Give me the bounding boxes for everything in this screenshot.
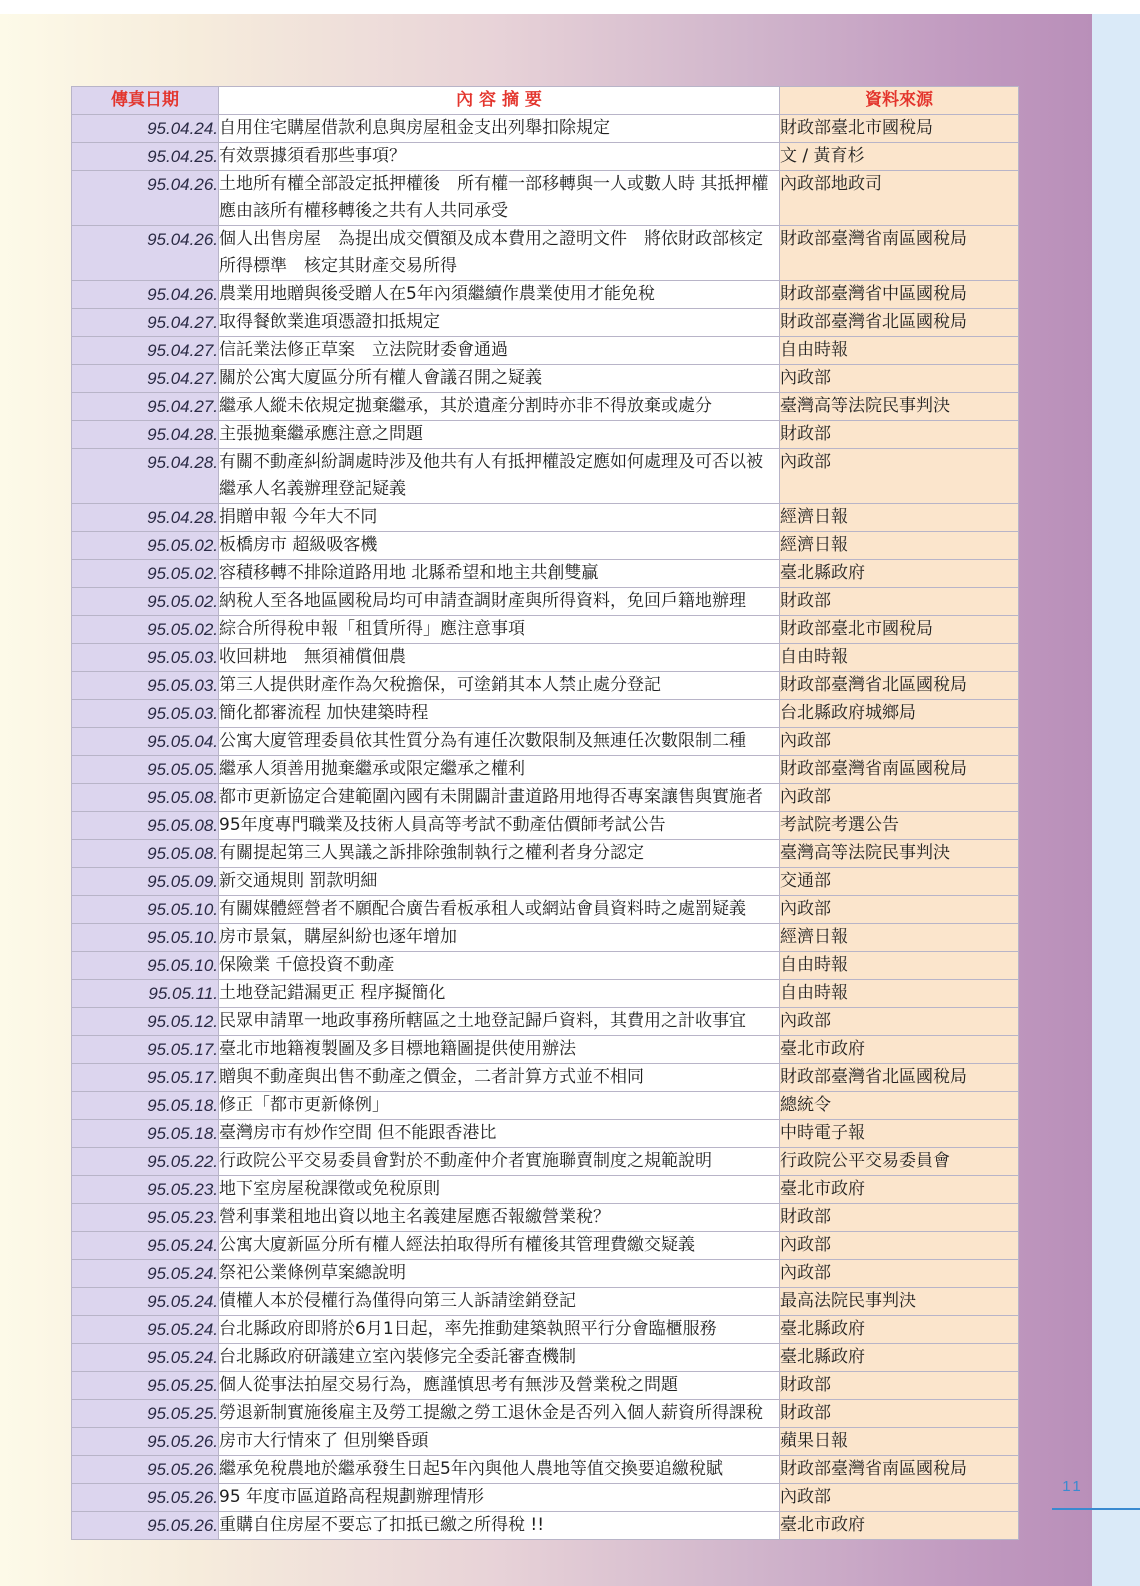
row-summary: 土地登記錯漏更正 程序擬簡化 — [219, 980, 780, 1008]
row-source: 考試院考選公告 — [780, 812, 1019, 840]
row-summary: 都市更新協定合建範圍內國有未開闢計畫道路用地得否專案讓售與實施者 — [219, 784, 780, 812]
row-date: 95.05.24. — [72, 1344, 219, 1372]
row-summary: 簡化都審流程 加快建築時程 — [219, 700, 780, 728]
table-row — [72, 812, 1019, 840]
row-summary: 自用住宅購屋借款利息與房屋租金支出列舉扣除規定 — [219, 115, 780, 143]
row-summary: 有關提起第三人異議之訴排除強制執行之權利者身分認定 — [219, 840, 780, 868]
table-row — [72, 1260, 1019, 1288]
row-summary: 公寓大廈新區分所有權人經法拍取得所有權後其管理費繳交疑義 — [219, 1232, 780, 1260]
row-summary: 保險業 千億投資不動產 — [219, 952, 780, 980]
row-source: 財政部臺北市國稅局 — [780, 115, 1019, 143]
row-date: 95.04.26. — [72, 171, 219, 226]
table-row — [72, 784, 1019, 812]
row-summary: 地下室房屋稅課徵或免稅原則 — [219, 1176, 780, 1204]
row-source: 內政部 — [780, 896, 1019, 924]
table-row — [72, 449, 1019, 504]
row-source: 內政部 — [780, 1260, 1019, 1288]
row-source: 經濟日報 — [780, 532, 1019, 560]
header-date: 傳真日期 — [72, 87, 219, 115]
table-row — [72, 1316, 1019, 1344]
row-date: 95.05.03. — [72, 672, 219, 700]
row-summary: 板橋房市 超級吸客機 — [219, 532, 780, 560]
row-source: 內政部 — [780, 1008, 1019, 1036]
page-number: 11 — [1062, 1478, 1084, 1495]
row-date: 95.05.25. — [72, 1372, 219, 1400]
row-date: 95.05.26. — [72, 1512, 219, 1540]
row-summary: 綜合所得稅申報「租賃所得」應注意事項 — [219, 616, 780, 644]
row-summary: 台北縣政府研議建立室內裝修完全委託審查機制 — [219, 1344, 780, 1372]
table-row — [72, 1344, 1019, 1372]
row-date: 95.05.26. — [72, 1456, 219, 1484]
row-date: 95.05.24. — [72, 1288, 219, 1316]
row-source: 財政部臺灣省中區國稅局 — [780, 281, 1019, 309]
row-source: 最高法院民事判決 — [780, 1288, 1019, 1316]
row-date: 95.05.18. — [72, 1120, 219, 1148]
table-row — [72, 700, 1019, 728]
row-source: 經濟日報 — [780, 504, 1019, 532]
row-summary: 債權人本於侵權行為僅得向第三人訴請塗銷登記 — [219, 1288, 780, 1316]
row-date: 95.05.26. — [72, 1484, 219, 1512]
row-date: 95.05.02. — [72, 588, 219, 616]
table-row — [72, 1484, 1019, 1512]
table-row — [72, 616, 1019, 644]
row-summary: 有效票據須看那些事項？ — [219, 143, 780, 171]
row-date: 95.05.24. — [72, 1232, 219, 1260]
table-row — [72, 393, 1019, 421]
row-summary: 容積移轉不排除道路用地 北縣希望和地主共創雙贏 — [219, 560, 780, 588]
table-row — [72, 1512, 1019, 1540]
row-summary: 房市景氣，購屋糾紛也逐年增加 — [219, 924, 780, 952]
table-row — [72, 756, 1019, 784]
table-row — [72, 980, 1019, 1008]
page-margin-strip — [1092, 14, 1140, 1586]
news-summary-table — [71, 86, 1019, 1540]
row-date: 95.04.27. — [72, 337, 219, 365]
table-row — [72, 365, 1019, 393]
row-date: 95.05.09. — [72, 868, 219, 896]
row-source: 臺北市政府 — [780, 1036, 1019, 1064]
row-summary: 95年度專門職業及技術人員高等考試不動產估價師考試公告 — [219, 812, 780, 840]
table-row — [72, 143, 1019, 171]
row-source: 財政部臺灣省南區國稅局 — [780, 226, 1019, 281]
table-row — [72, 1232, 1019, 1260]
row-date: 95.04.28. — [72, 449, 219, 504]
row-summary: 營利事業租地出資以地主名義建屋應否報繳營業稅？ — [219, 1204, 780, 1232]
row-summary: 重購自住房屋不要忘了扣抵已繳之所得稅 !! — [219, 1512, 780, 1540]
table-row — [72, 560, 1019, 588]
table-row — [72, 309, 1019, 337]
row-source: 財政部 — [780, 1204, 1019, 1232]
row-summary: 收回耕地 無須補償佃農 — [219, 644, 780, 672]
row-summary: 祭祀公業條例草案總說明 — [219, 1260, 780, 1288]
table-body — [72, 115, 1019, 1540]
row-source: 臺北縣政府 — [780, 1316, 1019, 1344]
row-summary: 行政院公平交易委員會對於不動產仲介者實施聯賣制度之規範說明 — [219, 1148, 780, 1176]
row-source: 財政部臺北市國稅局 — [780, 616, 1019, 644]
row-date: 95.04.27. — [72, 365, 219, 393]
table-row — [72, 1148, 1019, 1176]
row-source: 行政院公平交易委員會 — [780, 1148, 1019, 1176]
table-header-row — [72, 87, 1019, 115]
row-source: 總統令 — [780, 1092, 1019, 1120]
table-row — [72, 1428, 1019, 1456]
row-source: 內政部地政司 — [780, 171, 1019, 226]
row-date: 95.05.12. — [72, 1008, 219, 1036]
table-row — [72, 924, 1019, 952]
table-row — [72, 1036, 1019, 1064]
row-summary: 繼承免稅農地於繼承發生日起5年內與他人農地等值交換要追繳稅賦 — [219, 1456, 780, 1484]
row-source: 自由時報 — [780, 644, 1019, 672]
row-summary: 房市大行情來了 但別樂昏頭 — [219, 1428, 780, 1456]
row-date: 95.05.22. — [72, 1148, 219, 1176]
header-source: 資料來源 — [780, 87, 1019, 115]
row-date: 95.04.27. — [72, 393, 219, 421]
row-date: 95.05.10. — [72, 896, 219, 924]
table-row — [72, 226, 1019, 281]
table-row — [72, 1288, 1019, 1316]
row-source: 自由時報 — [780, 337, 1019, 365]
table-row — [72, 115, 1019, 143]
row-date: 95.04.24. — [72, 115, 219, 143]
row-summary: 公寓大廈管理委員依其性質分為有連任次數限制及無連任次數限制二種 — [219, 728, 780, 756]
row-summary: 台北縣政府即將於6月1日起，率先推動建築執照平行分會臨櫃服務 — [219, 1316, 780, 1344]
row-date: 95.05.03. — [72, 644, 219, 672]
row-date: 95.05.24. — [72, 1316, 219, 1344]
row-summary: 勞退新制實施後雇主及勞工提繳之勞工退休金是否列入個人薪資所得課稅 — [219, 1400, 780, 1428]
row-date: 95.04.26. — [72, 226, 219, 281]
row-source: 蘋果日報 — [780, 1428, 1019, 1456]
row-source: 台北縣政府城鄉局 — [780, 700, 1019, 728]
row-date: 95.05.04. — [72, 728, 219, 756]
row-summary: 修正「都市更新條例」 — [219, 1092, 780, 1120]
row-summary: 新交通規則 罰款明細 — [219, 868, 780, 896]
row-summary: 有關不動產糾紛調處時涉及他共有人有抵押權設定應如何處理及可否以被繼承人名義辦理登記疑義 — [219, 449, 780, 504]
row-source: 臺北市政府 — [780, 1176, 1019, 1204]
row-source: 自由時報 — [780, 952, 1019, 980]
row-summary: 第三人提供財產作為欠稅擔保，可塗銷其本人禁止處分登記 — [219, 672, 780, 700]
row-date: 95.04.25. — [72, 143, 219, 171]
table-row — [72, 672, 1019, 700]
table-row — [72, 281, 1019, 309]
row-date: 95.05.08. — [72, 840, 219, 868]
row-date: 95.05.17. — [72, 1064, 219, 1092]
row-source: 經濟日報 — [780, 924, 1019, 952]
row-source: 交通部 — [780, 868, 1019, 896]
row-source: 臺灣高等法院民事判決 — [780, 840, 1019, 868]
row-date: 95.05.25. — [72, 1400, 219, 1428]
row-date: 95.05.05. — [72, 756, 219, 784]
table-row — [72, 1176, 1019, 1204]
row-summary: 民眾申請單一地政事務所轄區之土地登記歸戶資料，其費用之計收事宜 — [219, 1008, 780, 1036]
table-row — [72, 1008, 1019, 1036]
table-row — [72, 1120, 1019, 1148]
row-source: 財政部 — [780, 588, 1019, 616]
row-summary: 95 年度市區道路高程規劃辦理情形 — [219, 1484, 780, 1512]
row-date: 95.05.08. — [72, 812, 219, 840]
table-row — [72, 588, 1019, 616]
row-source: 內政部 — [780, 784, 1019, 812]
row-source: 財政部臺灣省南區國稅局 — [780, 756, 1019, 784]
row-summary: 土地所有權全部設定抵押權後 所有權一部移轉與一人或數人時 其抵押權應由該所有權移轉後之共有人共同承受 — [219, 171, 780, 226]
row-date: 95.05.23. — [72, 1176, 219, 1204]
table-row — [72, 1064, 1019, 1092]
row-date: 95.05.02. — [72, 532, 219, 560]
row-source: 財政部 — [780, 421, 1019, 449]
table-row — [72, 337, 1019, 365]
row-summary: 贈與不動產與出售不動產之價金，二者計算方式並不相同 — [219, 1064, 780, 1092]
table-row — [72, 840, 1019, 868]
table-row — [72, 644, 1019, 672]
row-source: 內政部 — [780, 1232, 1019, 1260]
table-row — [72, 1400, 1019, 1428]
row-date: 95.05.18. — [72, 1092, 219, 1120]
row-source: 自由時報 — [780, 980, 1019, 1008]
row-date: 95.05.10. — [72, 924, 219, 952]
row-source: 臺北縣政府 — [780, 560, 1019, 588]
row-summary: 信託業法修正草案 立法院財委會通過 — [219, 337, 780, 365]
row-summary: 取得餐飲業進項憑證扣抵規定 — [219, 309, 780, 337]
row-source: 中時電子報 — [780, 1120, 1019, 1148]
table-row — [72, 421, 1019, 449]
row-source: 臺北市政府 — [780, 1512, 1019, 1540]
row-source: 財政部臺灣省北區國稅局 — [780, 309, 1019, 337]
row-summary: 臺灣房市有炒作空間 但不能跟香港比 — [219, 1120, 780, 1148]
row-date: 95.05.03. — [72, 700, 219, 728]
row-summary: 農業用地贈與後受贈人在5年內須繼續作農業使用才能免稅 — [219, 281, 780, 309]
row-summary: 個人出售房屋 為提出成交價額及成本費用之證明文件 將依財政部核定所得標準 核定其財產交易所得 — [219, 226, 780, 281]
table-row — [72, 952, 1019, 980]
table-row — [72, 171, 1019, 226]
row-source: 文 / 黃育杉 — [780, 143, 1019, 171]
row-summary: 主張拋棄繼承應注意之問題 — [219, 421, 780, 449]
row-date: 95.05.02. — [72, 560, 219, 588]
row-summary: 關於公寓大廈區分所有權人會議召開之疑義 — [219, 365, 780, 393]
row-source: 臺北縣政府 — [780, 1344, 1019, 1372]
table-row — [72, 532, 1019, 560]
row-date: 95.04.26. — [72, 281, 219, 309]
table-row — [72, 1372, 1019, 1400]
row-summary: 繼承人縱未依規定拋棄繼承，其於遺產分割時亦非不得放棄或處分 — [219, 393, 780, 421]
row-source: 臺灣高等法院民事判決 — [780, 393, 1019, 421]
table-row — [72, 504, 1019, 532]
table-row — [72, 868, 1019, 896]
row-date: 95.05.23. — [72, 1204, 219, 1232]
row-summary: 繼承人須善用拋棄繼承或限定繼承之權利 — [219, 756, 780, 784]
row-source: 內政部 — [780, 728, 1019, 756]
row-date: 95.04.28. — [72, 421, 219, 449]
row-summary: 臺北市地籍複製圖及多目標地籍圖提供使用辦法 — [219, 1036, 780, 1064]
row-source: 財政部臺灣省北區國稅局 — [780, 1064, 1019, 1092]
row-source: 財政部 — [780, 1372, 1019, 1400]
page-number-rule — [1052, 1508, 1140, 1510]
row-source: 財政部臺灣省北區國稅局 — [780, 672, 1019, 700]
row-date: 95.04.28. — [72, 504, 219, 532]
table-row — [72, 896, 1019, 924]
row-source: 財政部臺灣省南區國稅局 — [780, 1456, 1019, 1484]
row-date: 95.05.26. — [72, 1428, 219, 1456]
row-date: 95.05.17. — [72, 1036, 219, 1064]
row-source: 財政部 — [780, 1400, 1019, 1428]
row-date: 95.05.24. — [72, 1260, 219, 1288]
row-summary: 有關媒體經營者不願配合廣告看板承租人或網站會員資料時之處罰疑義 — [219, 896, 780, 924]
table-row — [72, 728, 1019, 756]
row-date: 95.05.02. — [72, 616, 219, 644]
header-summary: 內 容 摘 要 — [219, 87, 780, 115]
row-date: 95.05.08. — [72, 784, 219, 812]
row-source: 內政部 — [780, 1484, 1019, 1512]
table-row — [72, 1456, 1019, 1484]
row-summary: 捐贈申報 今年大不同 — [219, 504, 780, 532]
row-summary: 納稅人至各地區國稅局均可申請查調財產與所得資料，免回戶籍地辦理 — [219, 588, 780, 616]
row-summary: 個人從事法拍屋交易行為，應謹慎思考有無涉及營業稅之問題 — [219, 1372, 780, 1400]
table-row — [72, 1204, 1019, 1232]
row-date: 95.05.10. — [72, 952, 219, 980]
row-source: 內政部 — [780, 365, 1019, 393]
row-date: 95.04.27. — [72, 309, 219, 337]
row-date: 95.05.11. — [72, 980, 219, 1008]
row-source: 內政部 — [780, 449, 1019, 504]
table-row — [72, 1092, 1019, 1120]
